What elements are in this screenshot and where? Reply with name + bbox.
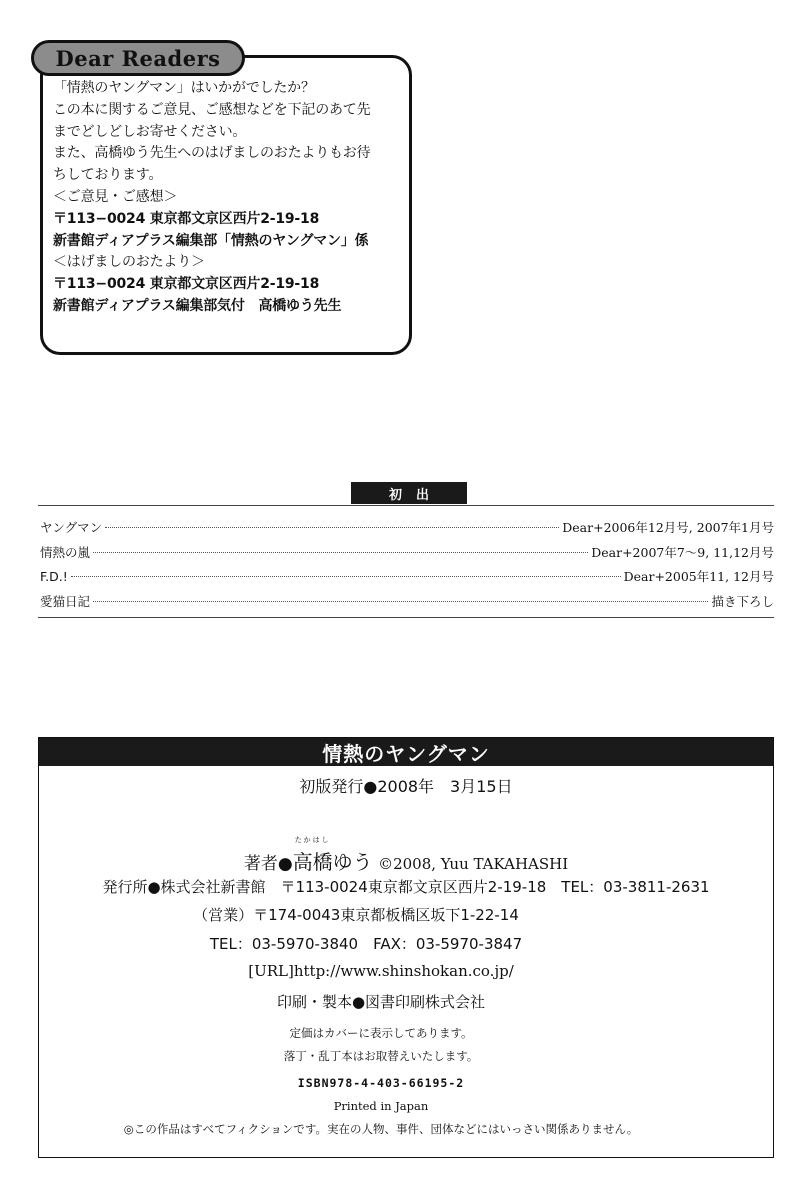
author-ruby: たかはし (294, 836, 331, 844)
divider (38, 505, 774, 506)
work-source: 描き下ろし (711, 593, 774, 609)
defect-note: 落丁・乱丁本はお取替えいたします。 (283, 1049, 479, 1063)
publisher-url: [URL]http://www.shinshokan.co.jp/ (248, 962, 514, 980)
fiction-note: ◎この作品はすべてフィクションです。実在の人物、事件、団体などにはいっさい関係ありません。 (123, 1122, 639, 1136)
readers-line: ＜はげましのおたより＞ (53, 254, 205, 271)
isbn: ISBN978-4-403-66195-2 (297, 1076, 465, 1090)
author-label: 著者● (243, 854, 293, 874)
printed-in: Printed in Japan (333, 1099, 429, 1113)
work-title: F.D.! (40, 569, 68, 584)
leader-dots (105, 527, 559, 528)
list-item (40, 567, 774, 592)
work-title: 情熱の嵐 (40, 544, 91, 560)
work-title: 愛猫日記 (40, 593, 91, 609)
book-title: 情熱のヤングマン (39, 738, 773, 766)
readers-line: 新書館ディアプラス編集部「情熱のヤングマン」係 (53, 232, 369, 249)
sales-contact: TEL：03-5970-3840 FAX：03-5970-3847 (209, 935, 523, 953)
sales-office: （営業）〒174-0043東京都板橋区坂下1-22-14 (193, 906, 519, 924)
readers-line: 〒113−0024 東京都文京区西片2-19-18 (53, 210, 320, 227)
list-item (40, 543, 774, 568)
author-line (39, 836, 773, 875)
readers-line: ＜ご意見・ご感想＞ (53, 188, 178, 205)
divider (38, 617, 774, 618)
readers-line: までどしどしお寄せください。 (53, 123, 247, 140)
author-name: 高橋ゆう (292, 850, 373, 874)
readers-line: ちしております。 (53, 167, 163, 184)
first-publication-heading: 初出 (351, 482, 467, 504)
leader-dots (93, 552, 588, 553)
first-publication-list (40, 518, 774, 616)
readers-line: 〒113−0024 東京都文京区西片2-19-18 (53, 276, 320, 293)
list-item (40, 518, 774, 543)
work-source: Dear+2005年11, 12月号 (623, 569, 774, 584)
author-name-wrap (292, 836, 373, 875)
list-item (40, 592, 774, 617)
work-source: Dear+2007年7〜9, 11,12月号 (591, 544, 774, 560)
first-edition: 初版発行●2008年 3月15日 (299, 777, 513, 796)
readers-line: 新書館ディアプラス編集部気付 高橋ゆう先生 (53, 297, 342, 314)
readers-line: この本に関するご意見、ご感想などを下記のあて先 (53, 101, 371, 118)
dear-readers-heading: Dear Readers (55, 45, 221, 71)
leader-dots (71, 576, 621, 577)
leader-dots (93, 601, 708, 602)
colophon (38, 737, 774, 1158)
dear-readers-box (40, 55, 412, 355)
work-title: ヤングマン (40, 520, 103, 535)
work-source: Dear+2006年12月号, 2007年1月号 (562, 520, 774, 535)
printing-info: 印刷・製本●図書印刷株式会社 (276, 993, 486, 1011)
readers-line: 「情熱のヤングマン」はいかがでしたか？ (53, 80, 315, 96)
copyright: ©2008, Yuu TAKAHASHI (378, 855, 569, 873)
dear-readers-heading-tab (31, 40, 245, 76)
publisher-info: 発行所●株式会社新書館 〒113-0024東京都文京区西片2-19-18 TEL：03-3811-2631 (102, 878, 710, 896)
readers-line: また、高橋ゆう先生へのはげましのおたよりもお待 (53, 145, 371, 162)
price-note: 定価はカバーに表示してあります。 (289, 1026, 473, 1040)
